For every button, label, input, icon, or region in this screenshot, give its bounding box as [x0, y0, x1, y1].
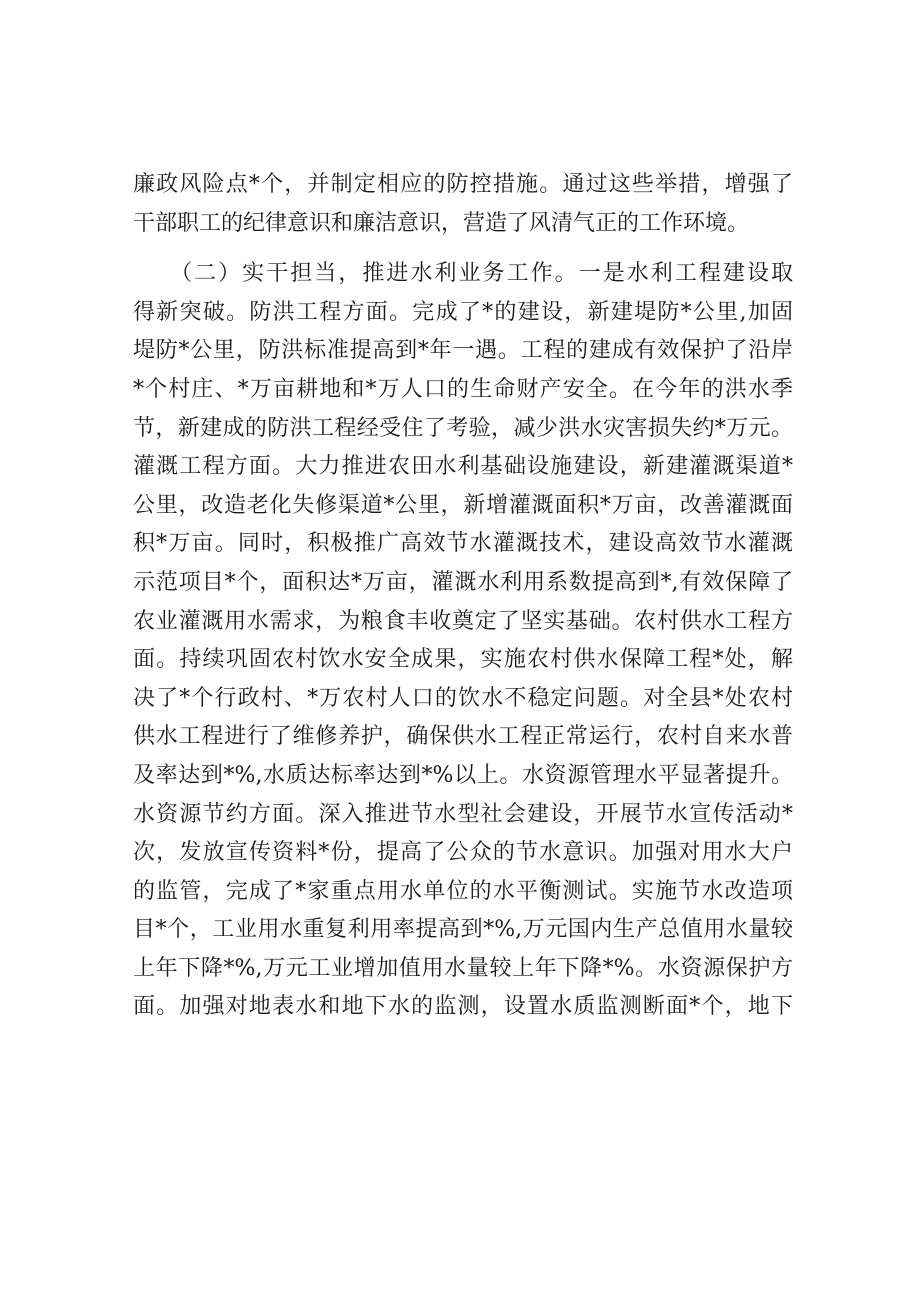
paragraph-2	[133, 255, 793, 1027]
text-line: 积*万亩。同时，积极推广高效节水灌溉技术，建设高效节水灌溉	[133, 531, 793, 557]
text-line: 及率达到*%,水质达标率达到*%以上。水资源管理水平显著提升。	[133, 762, 793, 788]
paragraph-1	[133, 166, 793, 243]
text-line: 公里，改造老化失修渠道*公里，新增灌溉面积*万亩，改善灌溉面	[133, 492, 793, 518]
text-line: 水资源节约方面。深入推进节水型社会建设，开展节水宣传活动*	[133, 801, 793, 827]
text-line: 干部职工的纪律意识和廉洁意识，营造了风清气正的工作环境。	[133, 210, 750, 236]
text-line: *个村庄、*万亩耕地和*万人口的生命财产安全。在今年的洪水季	[133, 376, 793, 402]
body-text	[133, 166, 793, 1027]
text-line: 目*个，工业用水重复利用率提高到*%,万元国内生产总值用水量较	[133, 917, 793, 943]
text-line: 的监管，完成了*家重点用水单位的水平衡测试。实施节水改造项	[133, 878, 793, 904]
text-line: 节，新建成的防洪工程经受住了考验，减少洪水灾害损失约*万元。	[133, 415, 793, 441]
text-line: 决了*个行政村、*万农村人口的饮水不稳定问题。对全县*处农村	[133, 685, 793, 711]
text-line: 廉政风险点*个，并制定相应的防控措施。通过这些举措，增强了	[133, 172, 793, 197]
text-line: 农业灌溉用水需求，为粮食丰收奠定了坚实基础。农村供水工程方	[133, 608, 793, 634]
text-line: 供水工程进行了维修养护，确保供水工程正常运行，农村自来水普	[133, 724, 793, 750]
text-line: 上年下降*%,万元工业增加值用水量较上年下降*%。水资源保护方	[133, 955, 793, 981]
text-line: 面。持续巩固农村饮水安全成果，实施农村供水保障工程*处，解	[133, 647, 793, 673]
paragraph-gap	[133, 243, 793, 255]
text-line: 次，发放宣传资料*份，提高了公众的节水意识。加强对用水大户	[133, 840, 793, 866]
text-line: （二）实干担当，推进水利业务工作。一是水利工程建设取	[133, 261, 793, 287]
text-line: 灌溉工程方面。大力推进农田水利基础设施建设，新建灌溉渠道*	[133, 454, 793, 480]
text-line: 堤防*公里，防洪标准提高到*年一遇。工程的建成有效保护了沿岸	[133, 338, 793, 364]
text-line: 示范项目*个，面积达*万亩，灌溉水利用系数提高到*,有效保障了	[133, 569, 793, 595]
text-line: 得新突破。防洪工程方面。完成了*的建设，新建堤防*公里,加固	[133, 299, 793, 325]
text-line: 面。加强对地表水和地下水的监测，设置水质监测断面*个，地下	[133, 994, 793, 1020]
